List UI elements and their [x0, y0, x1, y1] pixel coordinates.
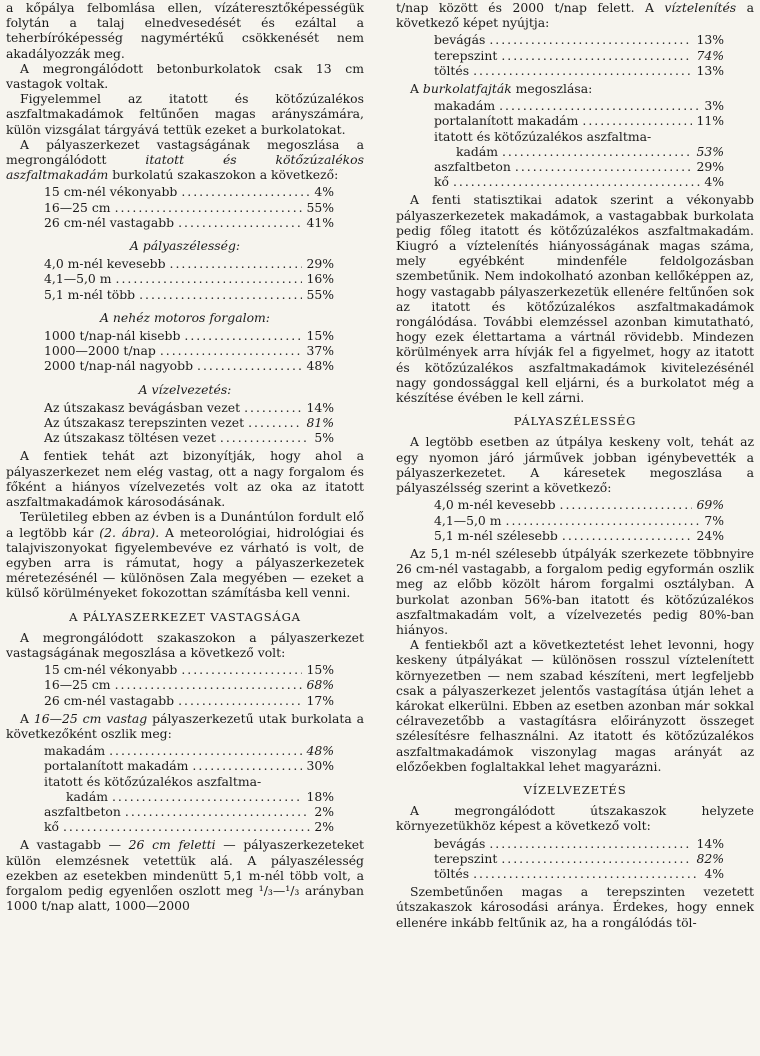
row-value: 7%: [704, 512, 724, 528]
row-value: 15%: [306, 662, 334, 678]
left-column: [6, 0, 364, 913]
row-label: 1000 t/nap-nál kisebb: [44, 328, 181, 344]
paragraph: [6, 509, 364, 600]
figure-reference: (2. ábra).: [99, 524, 160, 540]
row-label: bevágás: [434, 32, 486, 48]
row-value: 14%: [696, 835, 724, 851]
section-heading: VÍZELVEZETÉS: [523, 782, 627, 797]
drainage-table: [44, 400, 334, 446]
table-row: [44, 789, 334, 804]
row-label: portalanított makadám: [434, 113, 579, 129]
row-label: 26 cm-nél vastagabb: [44, 214, 175, 230]
table-row: [434, 528, 724, 543]
text-run-italic: víztelenítés: [664, 0, 737, 15]
row-value: 5%: [314, 430, 334, 446]
table-row: [44, 358, 334, 373]
row-label: terepszint: [434, 47, 498, 63]
row-label: 26 cm-nél vastagabb: [44, 692, 175, 708]
row-label: kadám: [66, 788, 108, 804]
paragraph: A legtöbb esetben az útpálya keskeny volt, tehát az egy nyomon járó járművek jobban igénybevették a pályaszerkezetet. A káresetek megoszlása a pályaszélsség szerint a következő:: [396, 434, 754, 496]
paragraph: A megrongálódott betonburkolatok csak 13 cm vastagok voltak.: [6, 60, 364, 92]
right-column: [396, 0, 754, 930]
row-label: 15 cm-nél vékonyabb: [44, 184, 178, 200]
paragraph: A megrongálódott útszakaszok helyzete környezetükhöz képest a következő volt:: [396, 803, 754, 834]
thickness-table: [44, 184, 334, 230]
row-label: Az útszakasz terepszinten vezet: [44, 415, 245, 431]
row-value: 11%: [696, 113, 724, 129]
text-run: Területileg ebben az évben is a Dunántúlon fordult elő a legtöbb kár: [6, 509, 364, 540]
table-row: [434, 32, 724, 47]
row-label: Az útszakasz bevágásban vezet: [44, 399, 241, 415]
row-value: 3%: [704, 98, 724, 114]
row-value: 4%: [704, 174, 724, 190]
table-row: [44, 758, 334, 773]
row-label: töltés: [434, 865, 470, 881]
row-value: 13%: [696, 62, 724, 78]
table-row: [44, 200, 334, 215]
row-label: 16—25 cm: [44, 199, 111, 215]
row-label: bevágás: [434, 835, 486, 851]
thickness-table: [44, 662, 334, 708]
row-value: 24%: [696, 527, 724, 543]
row-value: 68%: [306, 677, 334, 693]
table-row: [44, 430, 334, 445]
row-value: 4%: [704, 865, 724, 881]
row-label-first-line: itatott és kötőzúzalékos aszfaltma-: [44, 773, 262, 789]
width-table: [44, 256, 334, 302]
row-value: 14%: [306, 399, 334, 415]
table-row: [434, 836, 724, 851]
table-row: [434, 513, 724, 528]
text-run: A meteorológiai, hidrológiai és talajviszonyokat figyelembevéve ez várható is volt, de egyben arra is rámutat, hogy a pályaszerkezetek méretezésénél — különösen Zala megyében — ezeket a külső körülményeket fokozottan számításba kell venni.: [6, 524, 364, 601]
row-label: aszfaltbeton: [434, 159, 511, 175]
table-row: [434, 144, 724, 159]
table-row: [44, 184, 334, 199]
row-label: 2000 t/nap-nál nagyobb: [44, 358, 194, 374]
paragraph: A fentiek tehát azt bizonyítják, hogy ahol a pályaszerkezet nem elég vastag, ott a nagy forgalom és főként a hiányos vízelvezetés volt az oka az itatott aszfaltmakadámok károsodásának.: [6, 448, 364, 510]
paragraph: a kőpálya felbomlása ellen, vízáteresztőképességük folytán a talaj elnedvesedését és ezáltal a teherbíróképesség nagymértékű csökkenését nem akadályozzák meg.: [6, 0, 364, 61]
section-heading: PÁLYASZÉLESSÉG: [513, 414, 637, 429]
row-value: 48%: [306, 358, 334, 374]
row-value: 81%: [306, 415, 334, 431]
table-row: [44, 662, 334, 677]
text-run: A: [410, 81, 423, 97]
text-run: t/nap között és 2000 t/nap felett. A: [396, 0, 665, 15]
table-row: [44, 804, 334, 819]
row-value: 30%: [306, 758, 334, 774]
row-label: kő: [44, 819, 59, 835]
table-row: [434, 159, 724, 174]
table-row: [434, 113, 724, 128]
text-run: A: [20, 710, 34, 726]
row-label: makadám: [44, 743, 106, 759]
text-run: burkolatú szakaszokon a következő:: [108, 167, 339, 183]
text-run: megoszlása:: [511, 81, 593, 97]
subheading: A nehéz motoros forgalom:: [100, 309, 270, 325]
text-run: a következő képet nyújtja:: [396, 0, 754, 31]
row-label: 5,1 m-nél szélesebb: [434, 527, 558, 543]
row-label: 4,0 m-nél kevesebb: [44, 256, 166, 272]
paragraph: [6, 837, 364, 913]
row-value: 55%: [306, 199, 334, 215]
row-value: 37%: [306, 343, 334, 359]
table-row: [434, 98, 724, 113]
width-table: [434, 497, 724, 543]
table-row: [44, 271, 334, 286]
row-label: 4,1—5,0 m: [434, 512, 502, 528]
table-row: [44, 328, 334, 343]
surface-table: [434, 98, 724, 189]
table-row: [434, 48, 724, 63]
row-value: 69%: [696, 497, 724, 513]
table-row: [434, 866, 724, 881]
row-label: aszfaltbeton: [44, 803, 121, 819]
table-row: [44, 400, 334, 415]
text-run: pályaszerkezetű utak burkolata a következőként oszlik meg:: [6, 710, 364, 741]
drainage-table: [434, 836, 724, 882]
subheading: A vízelvezetés:: [138, 381, 232, 397]
section-heading: A PÁLYASZERKEZET VASTAGSÁGA: [69, 609, 301, 624]
text-run: A vastagabb —: [20, 837, 129, 853]
row-value: 15%: [306, 328, 334, 344]
row-value: 17%: [306, 692, 334, 708]
table-row: [44, 256, 334, 271]
table-row: [434, 851, 724, 866]
row-value: 82%: [696, 850, 724, 866]
table-row: [44, 743, 334, 758]
text-run-italic: burkolatfajták: [422, 81, 512, 97]
row-label: kő: [434, 174, 449, 190]
row-value: 55%: [306, 286, 334, 302]
row-label: 16—25 cm: [44, 677, 111, 693]
row-label-first-line: itatott és kötőzúzalékos aszfaltma-: [434, 128, 652, 144]
table-row: [44, 287, 334, 302]
drainage-table: [434, 32, 724, 78]
row-label: 5,1 m-nél több: [44, 286, 136, 302]
paragraph: Szembetűnően magas a terepszinten vezetett útszakaszok károsodási aránya. Érdekes, hogy ennek ellenére inkább feltűnik az, ha a rongálódás töl-: [396, 884, 754, 930]
row-value: 2%: [314, 803, 334, 819]
row-value: 29%: [696, 159, 724, 175]
paragraph: Az 5,1 m-nél szélesebb útpályák szerkezete többnyire 26 cm-nél vastagabb, a forgalom pedig egyformán oszlik meg az előbb közölt három forgalmi osztályban. A burkolat azonban 56%-ban itatott és kötőzúzalékos aszfaltmakadám volt, a vízelvezetés pedig 80%-ban hiányos.: [396, 545, 754, 637]
table-row: [44, 819, 334, 834]
row-value: 53%: [696, 143, 724, 159]
row-value: 2%: [314, 819, 334, 835]
row-label: 15 cm-nél vékonyabb: [44, 662, 178, 678]
text-run-italic: itatott és kötőzúzalékos aszfaltmakadám: [6, 152, 364, 183]
row-value: 74%: [696, 47, 724, 63]
table-row: [434, 63, 724, 78]
table-row: [44, 415, 334, 430]
table-row: [434, 497, 724, 512]
row-label: 1000—2000 t/nap: [44, 343, 156, 359]
row-value: 18%: [306, 788, 334, 804]
row-value: 29%: [306, 256, 334, 272]
row-value: 4%: [314, 184, 334, 200]
text-run-italic: 26 cm feletti: [128, 837, 216, 853]
table-row: [44, 215, 334, 230]
table-row: [44, 343, 334, 358]
row-value: 13%: [696, 32, 724, 48]
text-run-italic: 16—25 cm vastag: [33, 710, 148, 726]
table-row: [434, 174, 724, 189]
subheading: A pályaszélesség:: [129, 238, 241, 254]
row-value: 48%: [306, 743, 334, 759]
text-run: A pályaszerkezet vastagságának megoszlása a megrongálódott: [6, 136, 364, 168]
paragraph: [6, 711, 364, 741]
table-row: [44, 693, 334, 708]
row-label: makadám: [434, 98, 496, 114]
row-label: kadám: [456, 143, 498, 159]
row-label: töltés: [434, 62, 470, 78]
paragraph: A fentiekből azt a következtetést lehet levonni, hogy keskeny útpályákat — különösen rosszul víztelenített környezetben — nem szabad készíteni, mert legfeljebb csak a pályaszerkezet jelentős vastagítása útján lehet a károkat elkerülni. Ebben az esetben azonban már sokkal célravezetőbb a vastagításra előirányzott összeget szélesítésre felhasználni. Az itatott és kötőzúzalékos aszfaltmakadámok viszonylag magas arányát az előzőekben foglaltakkal lehet magyarázni.: [396, 637, 754, 774]
row-label: portalanított makadám: [44, 758, 189, 774]
paragraph: [6, 137, 364, 183]
row-value: 16%: [306, 271, 334, 287]
row-label: 4,1—5,0 m: [44, 271, 112, 287]
paragraph: Figyelemmel az itatott és kötőzúzalékos aszfaltmakadámok feltűnően magas arányszámára, külön vizsgálat tárgyává tettük ezeket a burkolatokat.: [6, 91, 364, 137]
row-label: Az útszakasz töltésen vezet: [44, 430, 216, 446]
traffic-table: [44, 328, 334, 374]
paragraph: A megrongálódott szakaszokon a pályaszerkezet vastagságának megoszlása a következő volt:: [6, 629, 364, 660]
paragraph: [396, 81, 754, 96]
paragraph: A fenti statisztikai adatok szerint a vékonyabb pályaszerkezetek makadámok, a vastagabbak burkolata pedig főleg itatott és kötőzúzalékos aszfaltmakadám. Kiugró a víztelenítés hiányosságának magas száma, mely egyébként mindenféle feldolgozásban szembetűnik. Nem indokolható azonban kellőképpen az, hogy vastagabb pályaszerkezetük ellenére feltűnően sok az itatott és kötőzúzalékos aszfaltmakadámok rongálódása. További elemzéssel azonban kimutatható, hogy ezek élettartama a vártnál rövidebb. Mindezen körülmények arra hívják fel a figyelmet, hogy az itatott és kötőzúzalékos aszfaltmakadámok kivitelezésénél nagy gondossággal kell eljárni, és a burkolatot még a készítése évében le kell zárni.: [396, 192, 754, 406]
row-label: terepszint: [434, 850, 498, 866]
row-value: 41%: [306, 214, 334, 230]
surface-table: [44, 743, 334, 834]
paragraph: [396, 0, 754, 30]
table-row: [44, 677, 334, 692]
row-label: 4,0 m-nél kevesebb: [434, 497, 556, 513]
text-run: — pályaszerkezeteket külön elemzésnek vetettük alá. A pályaszélesség ezekben az esetekben mindenütt 5,1 m-nél több volt, a forgalom pedig egyenlően oszlott meg ¹/₃—¹/₃ arányban 1000 t/nap alatt, 1000—2000: [6, 837, 365, 914]
